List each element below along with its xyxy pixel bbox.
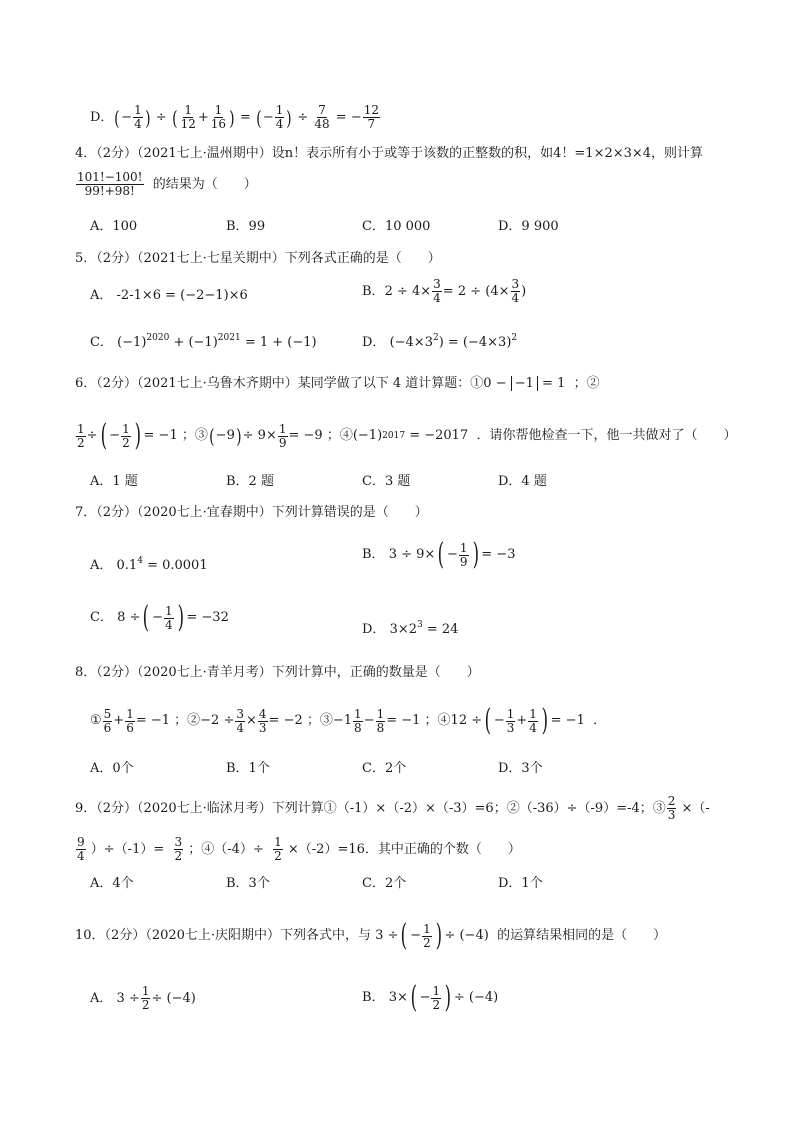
q10-option-a: A． 3 ÷ 1 2 ÷ (−4) (90, 984, 196, 1012)
q4-stem: 4．（2分）（2021七上·温州期中）设n！表示所有小于或等于该数的正整数的积，如4！=1×2×3×4，则计算 (75, 146, 704, 161)
q4-option-d: D．9 900 (498, 219, 559, 234)
q9-option-a: A．4个 (90, 876, 134, 891)
q4-frac-den: 99!+98! (84, 184, 135, 198)
q8-expressions: ① 5 6 + 1 6 = −1 ；②−2 ÷ 3 4 × 4 3 = −2 ；③−1 1 8 − 1 8 = −1 ；④12 ÷ ( − 1 3 + 1 4 ) = −1 ． (90, 703, 607, 738)
q4-expression (75, 171, 257, 198)
q9-stem-line1: 9．（2分）（2020七上·临沭月考）下列计算①（-1）×（-2）×（-3）=6；②（-36）÷（-9）=-4；③ $\frac{2}{3}$ ×（- (75, 794, 710, 822)
q4-option-a: A．100 (90, 219, 138, 234)
q9-option-c: C．2个 (362, 876, 407, 891)
q5-option-b: B． 2 ÷ 4× $\frac{3}{4}$ = 2 ÷ (4× $\frac{3}{4}$ ) (362, 277, 527, 305)
q4-stem-tail: 的结果为（ ） (152, 176, 257, 192)
q9-stem-line2: 9 4 ）÷（-1）= $\frac{3}{2}$ ；④（-4）÷ $\frac{1}{2}$ ×（-2）=16．其中正确的个数（ ） (77, 835, 521, 863)
q8-option-b: B．1个 (226, 761, 270, 776)
q9-option-b: B．3个 (226, 876, 270, 891)
q3-option-d: D． ( − 1 4 ) ÷ ( 1 12 + 1 16 ) = ( − 1 4 ) ÷ 7 48 = − 12 7 (90, 103, 380, 131)
q8-option-c: C．2个 (362, 761, 407, 776)
q5-stem: 5．（2分）（2021七上·七星关期中）下列各式正确的是（ ） (75, 251, 441, 266)
q8-option-d: D．3个 (498, 761, 543, 776)
q7-stem: 7．（2分）（2020七上·宜春期中）下列计算错误的是（ ） (75, 505, 428, 520)
q5-option-a: A． -2-1×6 = (−2−1)×6 (90, 288, 248, 303)
q7-option-d: D． $3\times 2^3 = 24$ (362, 620, 459, 637)
q6-option-b: B．2 题 (226, 474, 274, 489)
q7-option-a: A． $0.1^4 = 0.0001$ (90, 556, 208, 573)
q4-frac-num: 101!−100! (77, 170, 143, 184)
q6-stem-line1: 6．（2分）（2021七上·乌鲁木齐期中）某同学做了以下 4 道计算题：①0 − −1 = 1 ；② (75, 376, 600, 391)
q5-option-d: D． $(-4\times 3^2) = (-4\times 3)^2$ (362, 333, 518, 350)
q6-stem-line2: 1 2 ÷ ( − 1 2 ) = −1 ；③ ( −9 ) ÷ 9× $\frac{1}{9}$ = −9 ；④ (−1) 2017 = −2017 ．请你帮他检查一下，他一共做对了（ ） (77, 418, 737, 453)
q8-option-a: A．0个 (90, 761, 134, 776)
q10-stem: 10．（2分）（2020七上·庆阳期中）下列各式中，与 3 ÷ ( − 1 2 ) ÷ (−4) 的运算结果相同的是（ ） (75, 918, 667, 953)
q6-option-d: D．4 题 (498, 474, 547, 489)
q9-option-d: D．1个 (498, 876, 543, 891)
q7-option-c: C． 8 ÷ ( − 1 4 ) = −32 (90, 600, 229, 635)
q10-option-b: B． 3× ( − 1 2 ) ÷ (−4) (362, 980, 499, 1015)
q6-option-a: A．1 题 (90, 474, 138, 489)
q6-option-c: C．3 题 (362, 474, 411, 489)
q4-option-b: B．99 (226, 219, 266, 234)
q7-option-b: B． 3 ÷ 9× ( − 1 9 ) = −3 (362, 537, 516, 572)
q8-stem: 8．（2分）（2020七上·青羊月考）下列计算中，正确的数量是（ ） (75, 665, 480, 680)
q5-option-c: C． $(-1)^{2020} + (-1)^{2021} = 1 + (-1)$ (90, 333, 317, 350)
q4-option-c: C．10 000 (362, 219, 431, 234)
